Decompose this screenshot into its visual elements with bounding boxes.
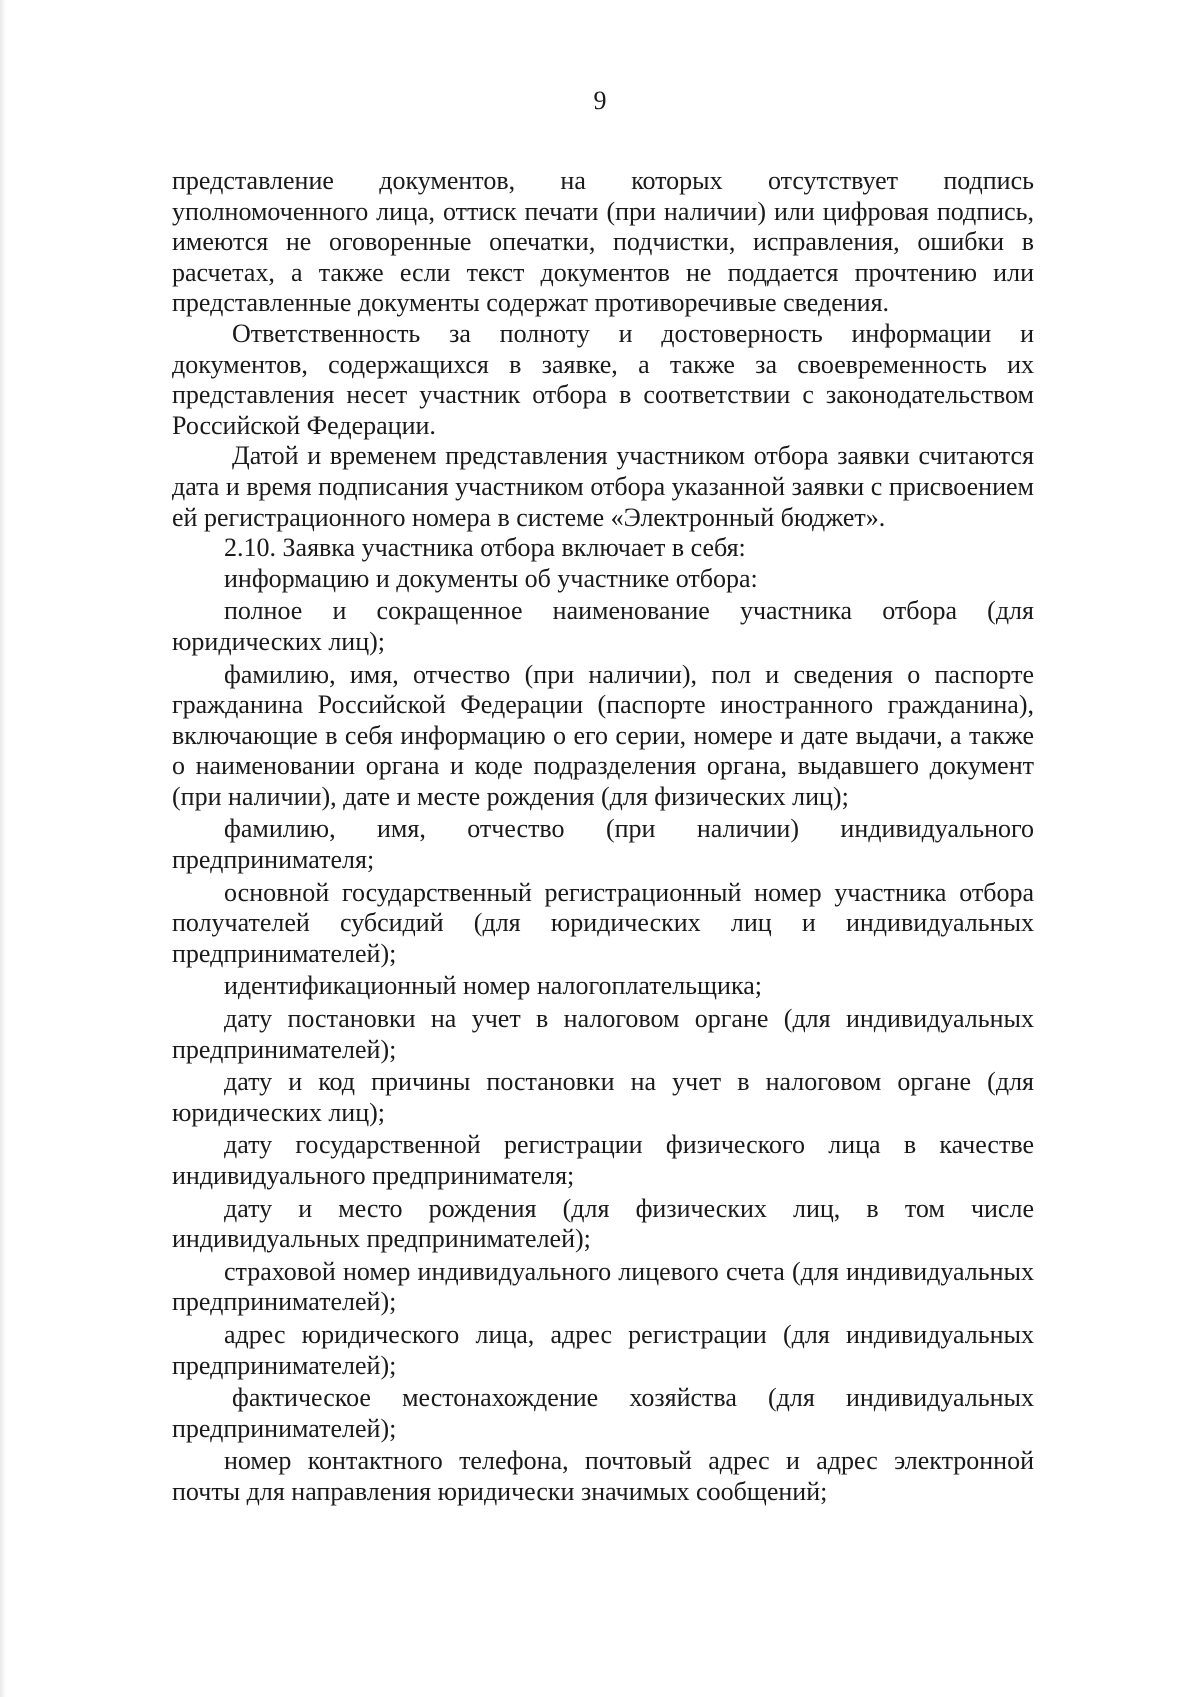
list-item: фамилию, имя, отчество (при наличии) индивидуального предпринимателя; xyxy=(172,814,1034,875)
list-item: дату и код причины постановки на учет в налоговом органе (для юридических лиц); xyxy=(172,1067,1034,1127)
list-intro: информацию и документы об участнике отбора: xyxy=(224,563,758,593)
document-body xyxy=(172,166,1034,1508)
paragraph-submission-date: Датой и временем представления участником отбора заявки считаются дата и время подписания участником отбора указанной заявки с присвоением ей регистрационного номера в системе «Электронный бюджет». xyxy=(172,441,1034,532)
scan-edge xyxy=(0,0,6,1697)
clause-2-10: 2.10. Заявка участника отбора включает в себя: xyxy=(224,533,746,563)
page-number: 9 xyxy=(593,86,607,115)
list-item: основной государственный регистрационный номер участника отбора получателей субсидий (для юридических лиц и индивидуальных предпринимателей); xyxy=(172,877,1034,968)
list-item: фактическое местонахождение хозяйства (для индивидуальных предпринимателей); xyxy=(172,1383,1034,1443)
list-item: дату государственной регистрации физического лица в качестве индивидуального предпринимателя; xyxy=(172,1130,1034,1190)
paragraph-responsibility: Ответственность за полноту и достоверность информации и документов, содержащихся в заявке, а также за своевременность их представления несет участник отбора в соответствии с законодательством Российской Федерации. xyxy=(172,318,1034,440)
list-item: номер контактного телефона, почтовый адрес и адрес электронной почты для направления юридически значимых сообщений; xyxy=(172,1446,1034,1506)
list-item: фамилию, имя, отчество (при наличии), пол и сведения о паспорте гражданина Российской Федерации (паспорте иностранного гражданина), включающие в себя информацию о его серии, номере и дате выдачи, а также о наименовании органа и коде подразделения органа, выдавшего документ (при наличии), дате и месте рождения (для физических лиц); xyxy=(172,659,1034,811)
paragraph-continued: представление документов, на которых отсутствует подпись уполномоченного лица, оттиск печати (при наличии) или цифровая подпись, имеются не оговоренные опечатки, подчистки, исправления, ошибки в расчетах, а также если текст документов не поддается прочтению или представленные документы содержат противоречивые сведения. xyxy=(172,166,1034,318)
list-item: дату постановки на учет в налоговом органе (для индивидуальных предпринимателей); xyxy=(172,1004,1034,1064)
list-item: страховой номер индивидуального лицевого счета (для индивидуальных предпринимателей); xyxy=(172,1256,1034,1317)
list-item: полное и сокращенное наименование участника отбора (для юридических лиц); xyxy=(172,596,1034,656)
list-item: идентификационный номер налогоплательщика; xyxy=(224,971,762,1001)
list-item: адрес юридического лица, адрес регистрации (для индивидуальных предпринимателей); xyxy=(172,1319,1034,1380)
list-item: дату и место рождения (для физических лиц, в том числе индивидуальных предпринимателей); xyxy=(172,1193,1034,1254)
